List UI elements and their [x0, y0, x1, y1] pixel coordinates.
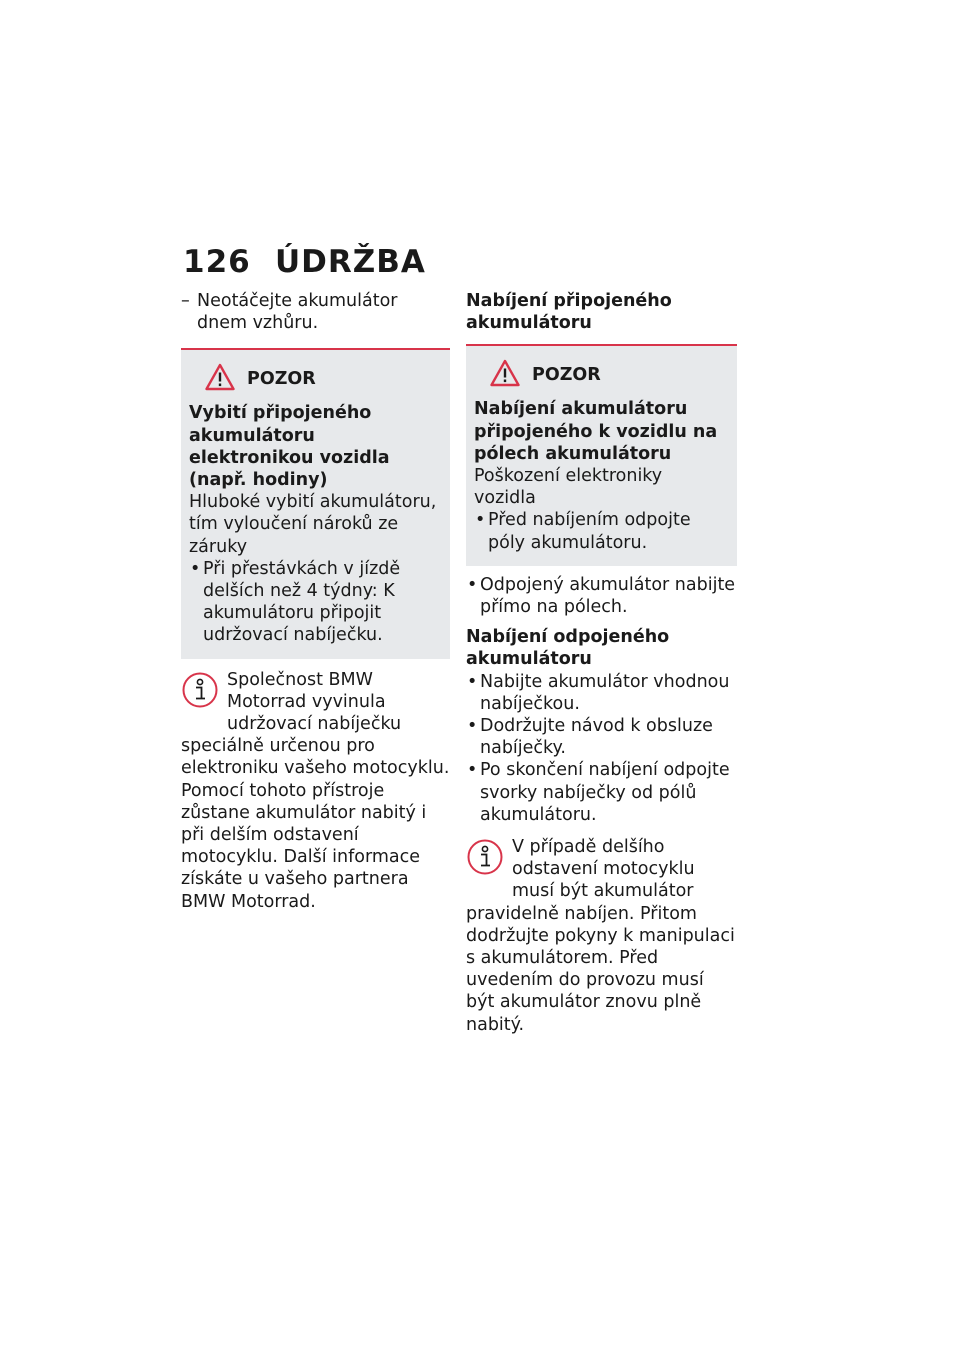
list-item: • Po skončení nabíjení odpojte svorky nabíječky od pólů akumulátoru. [466, 759, 737, 826]
section-title: Nabíjení připojeného akumulátoru [466, 291, 672, 334]
list-item: • Nabijte akumulátor vhodnou nabíječkou. [466, 671, 737, 715]
warning-box [181, 348, 450, 658]
warning-header [205, 364, 442, 394]
page-header [183, 244, 426, 280]
page-number: 126 [183, 244, 251, 280]
warning-consequence: Poškození elektroniky vozidla [474, 466, 663, 509]
instruction-list [466, 671, 737, 826]
warning-header [490, 360, 729, 390]
list-item: • Před nabíjením odpojte póly akumulátoru. [474, 509, 729, 553]
info-icon [466, 838, 510, 882]
dash-marker: – [181, 291, 190, 311]
chapter-title: ÚDRŽBA [275, 244, 426, 280]
list-item: • Dodržujte návod k obsluze nabíječky. [466, 715, 737, 759]
info-text: V případě delšího odstavení motocyklu musí být akumulátor pravidelně nabíjen. Přitom dodržujte pokyny k manipulaci s akumulátorem. Před uvedením do provozu musí být akumulátor znovu plně nabitý. [466, 837, 735, 1035]
section-title: Nabíjení odpojeného akumulátoru [466, 627, 670, 670]
info-icon [181, 671, 225, 715]
warning-label: POZOR [532, 365, 601, 386]
info-note [181, 669, 450, 913]
warning-heading: Nabíjení akumulátoru připojeného k vozidlu na pólech akumulátoru [474, 399, 718, 464]
right-column [466, 290, 737, 1036]
warning-label: POZOR [247, 369, 316, 390]
instruction-text: Neotáčejte akumulátor dnem vzhůru. [197, 291, 398, 334]
warning-box [466, 344, 737, 565]
warning-measures [189, 558, 442, 647]
instruction-item [181, 290, 450, 334]
warning-measures [474, 509, 729, 553]
list-item: • Odpojený akumulátor nabijte přímo na pólech. [466, 574, 737, 618]
warning-triangle-icon [490, 359, 520, 391]
warning-consequence: Hluboké vybití akumulátoru, tím vyloučení nároků ze záruky [189, 492, 437, 557]
left-column [181, 290, 450, 913]
warning-heading: Vybití připojeného akumulátoru elektronikou vozidla (např. hodiny) [189, 403, 390, 491]
list-item: • Při přestávkách v jízdě delších než 4 týdny: K akumulátoru připojit udržovací nabíječku. [189, 558, 442, 647]
warning-triangle-icon [205, 363, 235, 395]
instruction-list [466, 574, 737, 618]
info-note [466, 836, 737, 1036]
info-text: Společnost BMW Motorrad vyvinula udržovací nabíječku speciálně určenou pro elektroniku vašeho motocyklu. Pomocí tohoto přístroje zůstane akumulátor nabitý i při delším odstavení motocyklu. Další informace získáte u vašeho partnera BMW Motorrad. [181, 669, 450, 912]
